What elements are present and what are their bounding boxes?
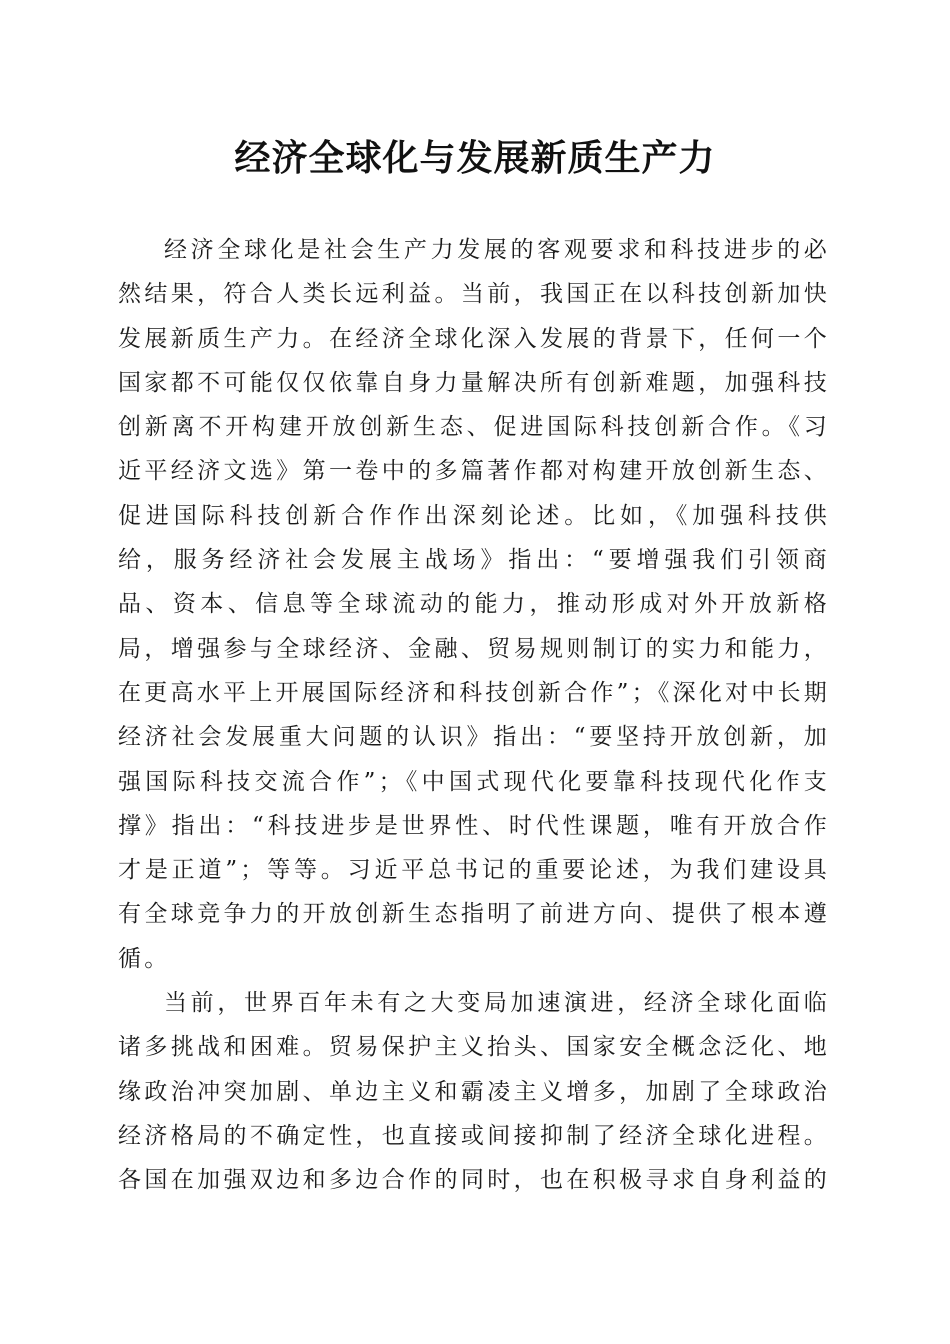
- page-title: 经济全球化与发展新质生产力: [234, 137, 716, 179]
- article-body: [118, 228, 830, 1203]
- paragraph-2: 当前，世界百年未有之大变局加速演进，经济全球化面临诸多挑战和困难。贸易保护主义抬头、国家安全概念泛化、地缘政治冲突加剧、单边主义和霸凌主义增多，加剧了全球政治经济格局的不确定性，也直接或间接抑制了经济全球化进程。各国在加强双边和多边合作的同时，也在积极寻求自身利益的: [118, 990, 830, 1194]
- paragraph-1: 经济全球化是社会生产力发展的客观要求和科技进步的必然结果，符合人类长远利益。当前，我国正在以科技创新加快发展新质生产力。在经济全球化深入发展的背景下，任何一个国家都不可能仅仅依靠自身力量解决所有创新难题，加强科技创新离不开构建开放创新生态、促进国际科技创新合作。《习近平经济文选》第一卷中的多篇著作都对构建开放创新生态、促进国际科技创新合作作出深刻论述。比如，《加强科技供给，服务经济社会发展主战场》指出：“要增强我们引领商品、资本、信息等全球流动的能力，推动形成对外开放新格局，增强参与全球经济、金融、贸易规则制订的实力和能力，在更高水平上开展国际经济和科技创新合作”；《深化对中长期经济社会发展重大问题的认识》指出：“要坚持开放创新，加强国际科技交流合作”；《中国式现代化要靠科技现代化作支撑》指出：“科技进步是世界性、时代性课题，唯有开放合作才是正道”；等等。习近平总书记的重要论述，为我们建设具有全球竞争力的开放创新生态指明了前进方向、提供了根本遵循。: [118, 237, 830, 972]
